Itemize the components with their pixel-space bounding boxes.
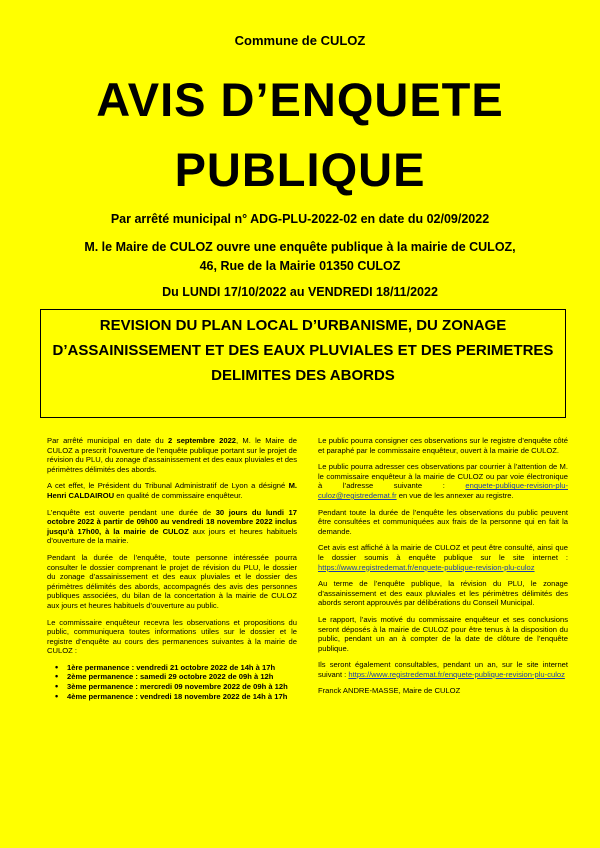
paragraph-consultation: Pendant la durée de l’enquête, toute personne intéressée pourra consulter le dossier comprenant le projet de révision du PLU, le dossier du zonage d’assainissement et des eaux pluviales et le dossier des périmètres délimités des abords, accompagnés des avis des personnes publiques associées, du bilan de la concertation à la mairie de CULOZ aux jours et heures habituels d’ouverture au public. [47,552,297,610]
paragraph-consultables [318,660,568,679]
paragraph-rapport: Le rapport, l’avis motivé du commissaire enquêteur et ses conclusions seront déposés à la mairie de CULOZ pour être tenus à la disposition du public, pendant un an à compter de la date de clôture de l’enquête publique. [318,614,568,653]
list-item: • 4ème permanence : vendredi 18 novembre 2022 de 14h à 17h [57,692,297,702]
paragraph-registre: Le public pourra consigner ces observations sur le registre d’enquête côté et paraphé par le commissaire enquêteur, ouvert à la mairie de CULOZ. [318,436,568,455]
notice-title-line1: AVIS D’ENQUETE [96,73,504,126]
list-item: • 1ère permanence : vendredi 21 octobre 2022 de 14h à 17h [57,663,297,673]
maire-announcement-line1: M. le Maire de CULOZ ouvre une enquête publique à la mairie de CULOZ, [84,240,516,254]
permanences-list [47,663,297,701]
text-bold: M. Henri CALDAIROU [47,481,297,500]
right-column [318,436,568,703]
text-bold: 2 septembre 2022 [167,436,237,445]
website-link[interactable]: https://www.registredemat.fr/enquete-publique-revision-plu-culoz [318,562,535,572]
maire-announcement-line2: 46, Rue de la Mairie 01350 CULOZ [199,259,401,273]
notice-title-line2: PUBLIQUE [174,143,426,196]
left-column [47,436,297,701]
text: , M. le Maire de CULOZ a prescrit l’ouverture de l’enquête publique portant sur le projet de révision du PLU, du zonage d’assainissement et des eaux pluviales et des périmètres délimités des abords. [47,436,297,474]
paragraph-duree [47,508,297,546]
paragraph-observations: Le commissaire enquêteur recevra les observations et propositions du public, communiquera toutes informations utiles sur le dossier et le registre d’enquête au cours des permanences suivantes à la mairie de CULOZ : [47,617,297,656]
subject-box [40,309,566,418]
paragraph-commissaire [47,481,297,500]
list-item: • 3ème permanence : mercredi 09 novembre 2022 de 09h à 12h [57,682,297,692]
email-link[interactable]: enquete-publique-revision-plu-culoz@registredemat.fr [318,481,568,500]
website-link[interactable]: https://www.registredemat.fr/enquete-publique-revision-plu-culoz [348,669,565,679]
enquiry-dates: Du LUNDI 17/10/2022 au VENDREDI 18/11/2022 [162,285,438,299]
arrete-reference: Par arrêté municipal n° ADG-PLU-2022-02 en date du 02/09/2022 [110,212,490,226]
paragraph-frais: Pendant toute la durée de l’enquête les observations du public peuvent être consultées et communiquées aux frais de la personne qui en fait la demande. [318,507,568,536]
paragraph-affichage [318,543,568,572]
text: en qualité de commissaire enquêteur. [114,490,243,500]
text: Ils seront également consultables, pendant un an, sur le site internet suivant : [318,660,568,679]
text: Cet avis est affiché à la mairie de CULOZ et peut être consulté, ainsi que le dossier soumis à enquête publique sur le site internet : [318,543,568,562]
signature: Franck ANDRE-MASSE, Maire de CULOZ [318,686,461,696]
text: aux jours et heures habituels d’ouverture de la mairie. [47,526,297,546]
list-item: • 2ème permanence : samedi 29 octobre 2022 de 09h à 12h [57,672,297,682]
text-bold: 30 jours du lundi 17 octobre 2022 à partir de 09h00 au vendredi 18 novembre 2022 inclus jusqu’à 17h00, à la mairie de CULOZ [47,507,298,536]
text: en vue de les annexer au registre. [396,490,514,500]
paragraph-approbation: Au terme de l’enquête publique, la révision du PLU, le zonage d’assainissement et des eaux pluviales et les périmètres délimités des abords seront approuvés par délibérations du Conseil Municipal. [318,579,568,608]
text: A cet effet, le Président du Tribunal Administratif de Lyon a désigné [47,481,289,491]
commune-heading: Commune de CULOZ [234,33,366,48]
text: L’enquête est ouverte pendant une durée de [47,507,216,517]
subject-text: REVISION DU PLAN LOCAL D’URBANISME, DU ZONAGE D’ASSAINISSEMENT ET DES EAUX PLUVIALES ET DES PERIMETRES DELIMITES DES ABORDS [52,317,554,384]
text: Le public pourra adresser ces observations par courrier à l’attention de M. le commissaire enquêteur à la mairie de CULOZ ou par voie électronique à l’adresse suivante : [318,462,568,491]
paragraph-arrete [47,436,297,474]
text: Par arrêté municipal en date du [47,436,168,445]
paragraph-courrier [318,462,568,500]
